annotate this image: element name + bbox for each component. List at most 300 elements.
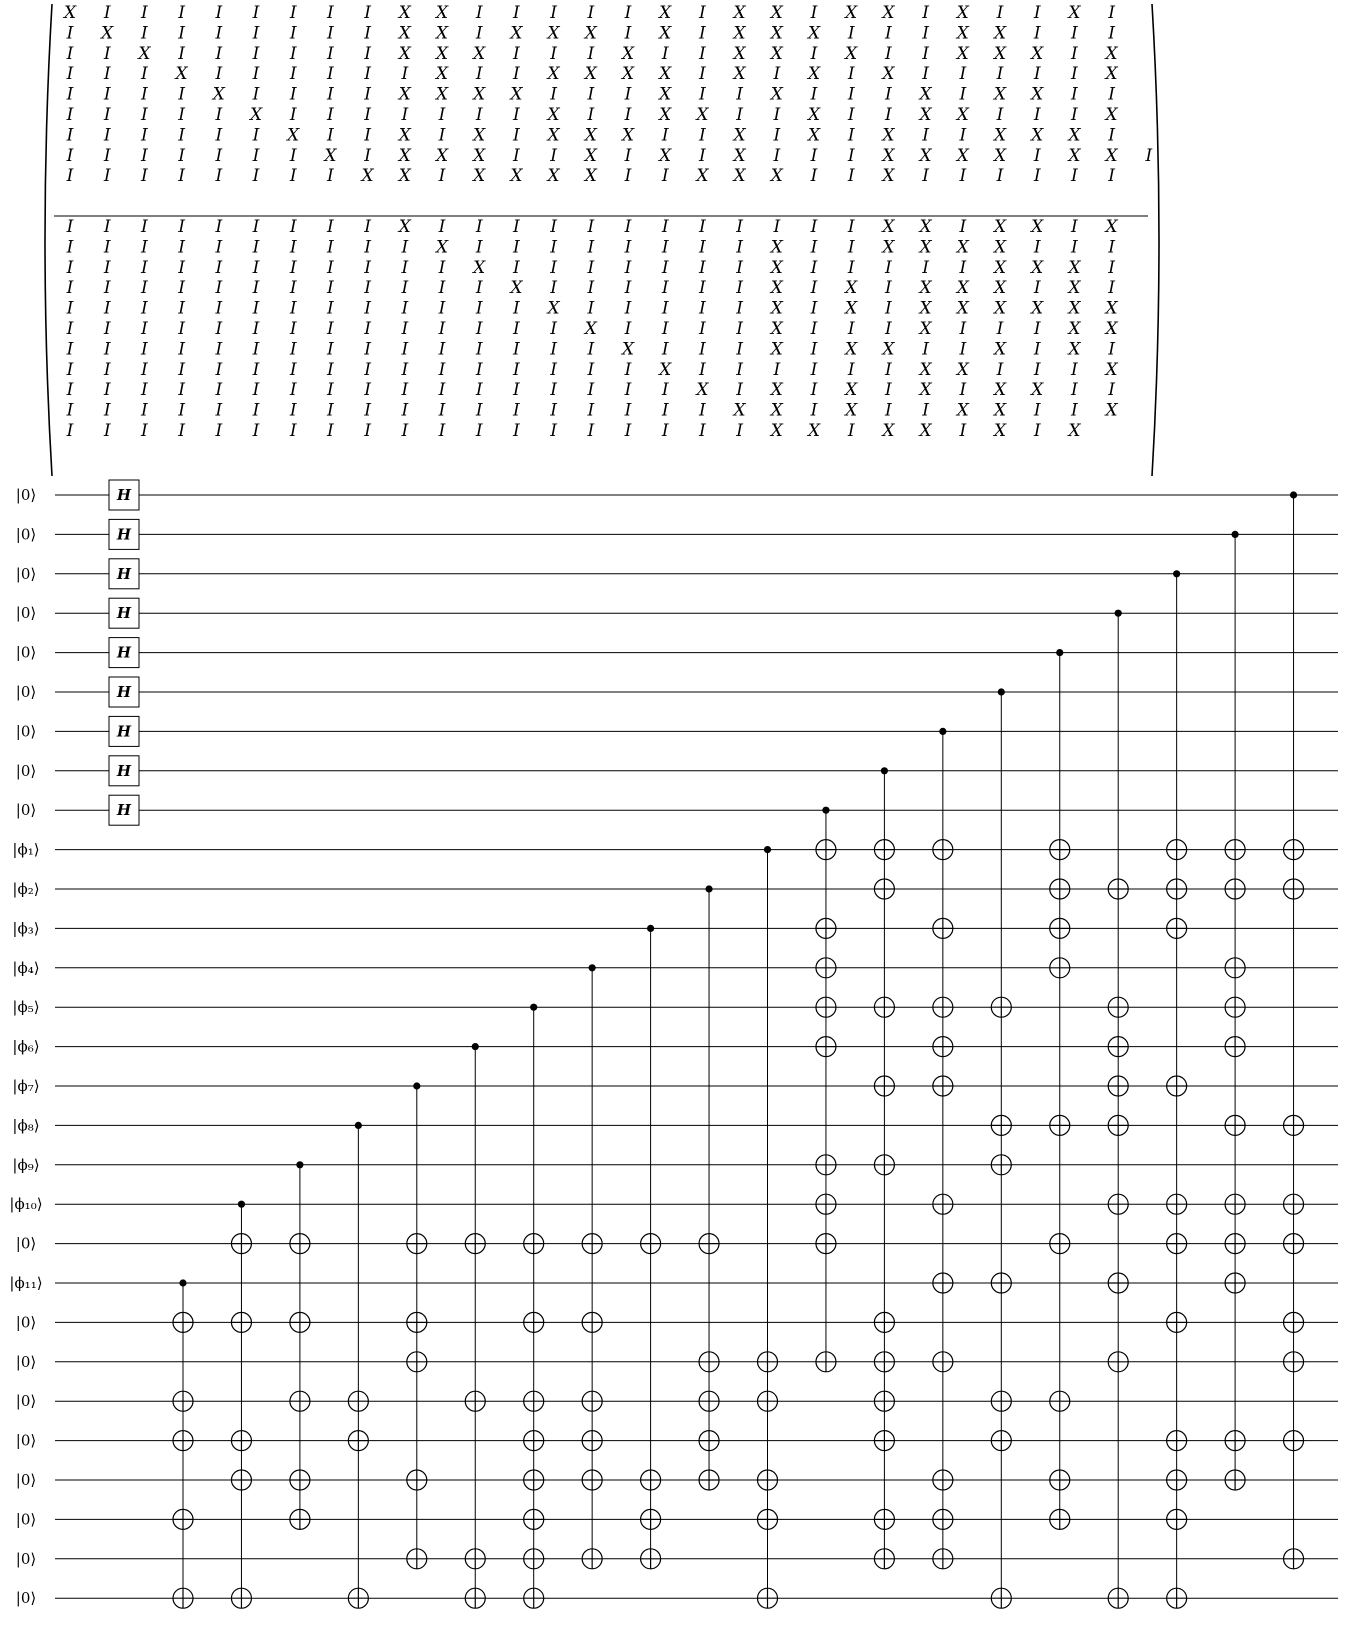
target-oplus-4-22 bbox=[407, 1352, 427, 1372]
matrix-bottom-cell-r3-c6: I bbox=[289, 278, 297, 299]
matrix-top-cell-r4-c0: I bbox=[66, 84, 74, 105]
matrix-bottom-cell-r2-c16: I bbox=[661, 257, 669, 278]
matrix-top-cell-r0-c18: X bbox=[733, 3, 746, 23]
matrix-top-cell-r7-c23: X bbox=[919, 145, 932, 166]
matrix-bottom-cell-r9-c21: X bbox=[845, 400, 858, 421]
matrix-top-cell-r7-c13: I bbox=[550, 145, 557, 166]
matrix-top-cell-r5-c13: X bbox=[547, 105, 560, 125]
matrix-top-cell-r1-c22: I bbox=[885, 23, 892, 44]
matrix-top-cell-r7-c12: I bbox=[513, 145, 520, 166]
matrix-bottom-cell-r9-c1: I bbox=[103, 400, 111, 421]
matrix-bottom-cell-r8-c1: I bbox=[103, 380, 111, 401]
matrix-bottom-cell-r5-c15: I bbox=[624, 319, 632, 339]
target-oplus-6-28 bbox=[524, 1588, 544, 1608]
matrix-top-cell-r3-c0: I bbox=[66, 64, 74, 85]
target-oplus-11-18 bbox=[816, 1194, 836, 1214]
matrix-top-cell-r5-c24: X bbox=[956, 105, 969, 125]
matrix-top-cell-r2-c25: X bbox=[993, 43, 1007, 64]
matrix-bottom-cell-r8-c12: I bbox=[513, 380, 520, 401]
matrix-bottom-cell-r4-c9: I bbox=[401, 298, 409, 319]
matrix-top-cell-r2-c19: X bbox=[770, 43, 783, 64]
matrix-bottom-cell-r10-c4: I bbox=[215, 421, 223, 441]
matrix-top-cell-r6-c9: X bbox=[398, 125, 411, 146]
matrix-bottom-cell-r1-c13: I bbox=[550, 237, 557, 258]
matrix-top-cell-r7-c17: I bbox=[699, 145, 706, 166]
matrix-top-cell-r4-c11: X bbox=[473, 84, 486, 105]
matrix-bottom-cell-r9-c20: I bbox=[810, 400, 818, 421]
matrix-top-cell-r0-c13: I bbox=[550, 3, 557, 23]
matrix-top-cell-r1-c24: X bbox=[956, 23, 969, 44]
matrix-top-cell-r5-c14: I bbox=[587, 105, 595, 125]
matrix-bottom-cell-r5-c2: I bbox=[141, 319, 148, 339]
matrix-top-cell-r1-c26: I bbox=[1033, 23, 1041, 44]
target-oplus-7-19 bbox=[582, 1234, 602, 1254]
matrix-top-cell-r1-c19: X bbox=[770, 23, 783, 44]
control-dot-17 bbox=[1173, 570, 1180, 577]
control-dot-13 bbox=[939, 728, 946, 735]
target-oplus-5-27 bbox=[465, 1549, 485, 1569]
matrix-top-cell-r8-c22: X bbox=[882, 166, 895, 187]
control-dot-7 bbox=[589, 964, 596, 971]
matrix-top-cell-r2-c7: I bbox=[327, 43, 334, 64]
matrix-bottom-cell-r6-c21: X bbox=[845, 339, 858, 360]
matrix-top-cell-r2-c27: I bbox=[1071, 43, 1078, 64]
wire-layer bbox=[9, 486, 1338, 1607]
matrix-bottom-cell-r5-c18: I bbox=[736, 319, 743, 339]
matrix-bottom-cell-r8-c4: I bbox=[215, 380, 223, 401]
matrix-top-cell-r5-c4: I bbox=[215, 105, 223, 125]
matrix-bottom-cell-r6-c7: I bbox=[327, 339, 334, 360]
matrix-top-cell-r7-c11: X bbox=[473, 145, 486, 166]
target-oplus-19-10 bbox=[1284, 879, 1304, 899]
qubit-label-6: |0⟩ bbox=[15, 722, 37, 741]
qubit-label-26: |0⟩ bbox=[15, 1510, 37, 1529]
control-dot-14 bbox=[998, 688, 1005, 695]
matrix-top-cell-r3-c12: I bbox=[513, 64, 520, 85]
matrix-top-cell-r8-c7: I bbox=[327, 166, 334, 187]
matrix-bottom-cell-r2-c21: I bbox=[847, 257, 855, 278]
matrix-bottom-cell-r3-c26: I bbox=[1033, 278, 1041, 299]
matrix-top-cell-r5-c18: I bbox=[736, 105, 743, 125]
target-oplus-13-9 bbox=[933, 840, 953, 860]
matrix-top-cell-r8-c3: I bbox=[178, 166, 185, 187]
target-oplus-13-18 bbox=[933, 1194, 953, 1214]
matrix-top-cell-r1-c9: X bbox=[398, 23, 411, 44]
matrix-top-cell-r6-c25: X bbox=[993, 125, 1007, 146]
matrix-top-cell-r4-c13: I bbox=[550, 84, 557, 105]
matrix-top-cell-r3-c8: I bbox=[364, 64, 371, 85]
target-oplus-11-9 bbox=[816, 840, 836, 860]
matrix-bottom-cell-r2-c1: I bbox=[103, 257, 111, 278]
matrix-top-cell-r3-c13: X bbox=[547, 64, 560, 85]
matrix-bottom-cell-r1-c9: I bbox=[401, 237, 409, 258]
target-oplus-19-16 bbox=[1284, 1115, 1304, 1135]
matrix-bottom-cell-r6-c27: X bbox=[1068, 339, 1081, 360]
matrix-top-cell-r0-c10: X bbox=[435, 3, 449, 23]
matrix-bottom-cell-r10-c13: I bbox=[550, 421, 557, 441]
target-oplus-17-11 bbox=[1167, 918, 1187, 938]
matrix-bottom-cell-r7-c25: I bbox=[996, 359, 1004, 380]
hadamard-gate-label-4: H bbox=[116, 643, 132, 662]
matrix-bottom-cell-r0-c2: I bbox=[141, 217, 148, 237]
matrix-bottom-cell-r10-c24: I bbox=[959, 421, 967, 441]
qubit-label-19: |0⟩ bbox=[15, 1234, 37, 1253]
matrix-bottom-cell-r6-c13: I bbox=[550, 339, 557, 360]
matrix-bottom-cell-r0-c11: I bbox=[475, 217, 483, 237]
matrix-bottom-cell-r8-c13: I bbox=[550, 380, 557, 401]
matrix-top-cell-r4-c15: I bbox=[624, 84, 632, 105]
matrix-top-cell-r1-c12: X bbox=[510, 23, 523, 44]
matrix-bottom-cell-r8-c14: I bbox=[587, 380, 595, 401]
matrix-top-cell-r0-c2: I bbox=[141, 3, 148, 23]
matrix-bottom-cell-r9-c6: I bbox=[289, 400, 297, 421]
target-oplus-14-17 bbox=[991, 1155, 1011, 1175]
target-oplus-12-21 bbox=[874, 1312, 894, 1332]
matrix-bottom-cell-r9-c11: I bbox=[475, 400, 483, 421]
qubit-label-20: |ϕ₁₁⟩ bbox=[9, 1274, 43, 1292]
control-dot-9 bbox=[705, 885, 712, 892]
matrix-top-cell-r7-c1: I bbox=[103, 145, 111, 166]
matrix-top-cell-r4-c3: I bbox=[178, 84, 185, 105]
target-oplus-12-22 bbox=[874, 1352, 894, 1372]
target-oplus-12-9 bbox=[874, 840, 894, 860]
matrix-top-cell-r7-c19: I bbox=[773, 145, 781, 166]
hadamard-gate-label-3: H bbox=[116, 604, 132, 623]
matrix-bottom-cell-r3-c5: I bbox=[252, 278, 260, 299]
qubit-label-0: |0⟩ bbox=[15, 486, 37, 504]
matrix-bottom-cell-r10-c0: I bbox=[66, 421, 74, 441]
matrix-bottom-cell-r6-c6: I bbox=[289, 339, 297, 360]
qubit-label-13: |ϕ₅⟩ bbox=[12, 998, 40, 1017]
matrix-bottom-cell-r5-c6: I bbox=[289, 319, 297, 339]
matrix-bottom-cell-r6-c5: I bbox=[252, 339, 260, 360]
matrix-bottom-cell-r9-c3: I bbox=[178, 400, 185, 421]
target-oplus-15-25 bbox=[1050, 1470, 1070, 1490]
matrix-top-cell-r2-c20: I bbox=[810, 43, 818, 64]
matrix-bottom-cell-r3-c14: I bbox=[587, 278, 595, 299]
matrix-bottom-cell-r4-c12: I bbox=[513, 298, 520, 319]
matrix-bottom-cell-r3-c20: I bbox=[810, 278, 818, 299]
matrix-bottom-cell-r8-c5: I bbox=[252, 380, 260, 401]
target-oplus-1-21 bbox=[231, 1312, 251, 1332]
target-oplus-18-13 bbox=[1225, 997, 1245, 1017]
target-oplus-16-18 bbox=[1108, 1194, 1128, 1214]
matrix-top-cell-r1-c10: X bbox=[435, 23, 449, 44]
matrix-bottom-cell-r9-c9: I bbox=[401, 400, 409, 421]
matrix-bottom-cell-r8-c10: I bbox=[438, 380, 446, 401]
matrix-bottom-cell-r0-c18: I bbox=[736, 217, 743, 237]
matrix-bottom-cell-r4-c19: X bbox=[770, 298, 783, 319]
matrix-top-cell-r0-c7: I bbox=[327, 3, 334, 23]
target-oplus-0-24 bbox=[173, 1431, 193, 1451]
target-oplus-17-28 bbox=[1167, 1588, 1187, 1608]
matrix-top-cell-r4-c6: I bbox=[289, 84, 297, 105]
matrix-bottom-cell-r9-c25: X bbox=[993, 400, 1007, 421]
matrix-top-cell-r8-c20: I bbox=[810, 166, 818, 187]
matrix-bottom-cell-r7-c20: I bbox=[810, 359, 818, 380]
matrix-bottom-cell-r7-c15: I bbox=[624, 359, 632, 380]
target-oplus-13-20 bbox=[933, 1273, 953, 1293]
matrix-top-cell-r8-c25: I bbox=[996, 166, 1004, 187]
matrix-bottom-cell-r4-c7: I bbox=[327, 298, 334, 319]
matrix-bottom-cell-r7-c21: I bbox=[847, 359, 855, 380]
matrix-top-cell-r1-c28: I bbox=[1108, 23, 1115, 44]
matrix-bottom-cell-r5-c5: I bbox=[252, 319, 260, 339]
target-oplus-10-26 bbox=[758, 1509, 778, 1529]
matrix-bottom-cell-r7-c26: I bbox=[1033, 359, 1041, 380]
qubit-label-23: |0⟩ bbox=[15, 1392, 37, 1411]
matrix-bottom-cell-r1-c0: I bbox=[66, 237, 74, 258]
matrix-top-cell-r6-c4: I bbox=[215, 125, 223, 146]
matrix-top-cell-r8-c16: I bbox=[661, 166, 669, 187]
matrix-bottom-cell-r1-c12: I bbox=[513, 237, 520, 258]
matrix-top-cell-r4-c7: I bbox=[327, 84, 334, 105]
matrix-top-cell-r7-c6: I bbox=[289, 145, 297, 166]
matrix-top-cell-r3-c16: X bbox=[659, 64, 672, 85]
matrix-top-cell-r2-c18: X bbox=[733, 43, 746, 64]
matrix-top-cell-r3-c28: X bbox=[1105, 64, 1118, 85]
matrix-top-cell-r5-c27: I bbox=[1071, 105, 1078, 125]
target-oplus-1-19 bbox=[231, 1234, 251, 1254]
matrix-top-cell-r0-c27: X bbox=[1068, 3, 1081, 23]
matrix-bottom-cell-r7-c0: I bbox=[66, 359, 74, 380]
matrix-bottom-cell-r4-c4: I bbox=[215, 298, 223, 319]
matrix-top-cell-r2-c12: I bbox=[513, 43, 520, 64]
matrix-top-cell-r6-c5: I bbox=[252, 125, 260, 146]
control-dot-8 bbox=[647, 925, 654, 932]
matrix-top-cell-r8-c17: X bbox=[696, 166, 709, 187]
matrix-top-cell-r7-c25: X bbox=[993, 145, 1007, 166]
target-oplus-2-19 bbox=[290, 1234, 310, 1254]
matrix-bottom-cell-r4-c8: I bbox=[364, 298, 371, 319]
matrix-bottom-cell-r6-c16: I bbox=[661, 339, 669, 360]
matrix-top-cell-r3-c26: I bbox=[1033, 64, 1041, 85]
matrix-bottom-cell-r3-c21: X bbox=[845, 278, 858, 299]
matrix-top-cell-r1-c17: I bbox=[699, 23, 706, 44]
matrix-top-cell-r7-c27: X bbox=[1068, 145, 1081, 166]
matrix-bottom-cell-r6-c28: I bbox=[1108, 339, 1115, 360]
control-dot-0 bbox=[179, 1279, 186, 1286]
matrix-bottom-cell-r3-c19: X bbox=[770, 278, 783, 299]
matrix-top-cell-r3-c24: I bbox=[959, 64, 967, 85]
matrix-bottom-cell-r10-c7: I bbox=[327, 421, 334, 441]
target-oplus-19-21 bbox=[1284, 1312, 1304, 1332]
target-oplus-11-22 bbox=[816, 1352, 836, 1372]
matrix-top-cell-r0-c19: X bbox=[770, 3, 783, 23]
matrix-top-cell-r0-c25: I bbox=[996, 3, 1004, 23]
matrix-bottom-cell-r0-c25: X bbox=[993, 217, 1007, 237]
qubit-label-22: |0⟩ bbox=[15, 1352, 37, 1371]
control-dot-10 bbox=[764, 846, 771, 853]
matrix-top-cell-r3-c1: I bbox=[103, 64, 111, 85]
matrix-top-cell-r1-c13: X bbox=[547, 23, 560, 44]
matrix-bottom-cell-r1-c3: I bbox=[178, 237, 185, 258]
matrix-top-cell-r7-c7: X bbox=[324, 145, 337, 166]
matrix-bottom-cell-r9-c27: I bbox=[1071, 400, 1078, 421]
matrix-top-cell-r2-c11: X bbox=[473, 43, 486, 64]
target-oplus-8-25 bbox=[641, 1470, 661, 1490]
matrix-top-cell-r6-c10: I bbox=[438, 125, 446, 146]
matrix-top-cell-r8-c12: X bbox=[510, 166, 523, 187]
target-oplus-11-11 bbox=[816, 918, 836, 938]
target-oplus-5-23 bbox=[465, 1391, 485, 1411]
matrix-bottom-cell-r5-c7: I bbox=[327, 319, 334, 339]
control-dot-6 bbox=[530, 1004, 537, 1011]
matrix-bottom-cell-r7-c23: X bbox=[919, 359, 932, 380]
matrix-bottom-cell-r10-c10: I bbox=[438, 421, 446, 441]
target-oplus-0-21 bbox=[173, 1312, 193, 1332]
matrix-bottom-cell-r10-c14: I bbox=[587, 421, 595, 441]
matrix-bottom-cell-r6-c15: X bbox=[621, 339, 635, 360]
matrix-bottom-cell-r3-c15: I bbox=[624, 278, 632, 299]
matrix-bottom-cell-r5-c1: I bbox=[103, 319, 111, 339]
matrix-bottom-cell-r1-c4: I bbox=[215, 237, 223, 258]
matrix-top-cell-r8-c15: I bbox=[624, 166, 632, 187]
matrix-top-cell-r7-c22: X bbox=[882, 145, 895, 166]
matrix-bottom-cell-r2-c2: I bbox=[141, 257, 148, 278]
matrix-bottom-cell-r6-c19: X bbox=[770, 339, 783, 360]
matrix-top-cell-r7-c18: X bbox=[733, 145, 746, 166]
matrix-bottom-cell-r7-c28: X bbox=[1105, 359, 1118, 380]
matrix-top-cell-r4-c12: X bbox=[510, 84, 523, 105]
matrix-top-cell-r5-c1: I bbox=[103, 105, 111, 125]
matrix-top-cell-r1-c8: I bbox=[364, 23, 371, 44]
matrix-bottom-cell-r3-c22: I bbox=[885, 278, 892, 299]
target-oplus-9-25 bbox=[699, 1470, 719, 1490]
matrix-bottom-cell-r5-c22: I bbox=[885, 319, 892, 339]
matrix-bottom-cell-r7-c12: I bbox=[513, 359, 520, 380]
target-oplus-14-24 bbox=[991, 1431, 1011, 1451]
matrix-bottom-cell-r8-c19: X bbox=[770, 380, 783, 401]
target-oplus-18-20 bbox=[1225, 1273, 1245, 1293]
control-dot-5 bbox=[472, 1043, 479, 1050]
matrix-top-cell-r1-c18: X bbox=[733, 23, 746, 44]
matrix-top-cell-r4-c22: I bbox=[885, 84, 892, 105]
target-oplus-18-25 bbox=[1225, 1470, 1245, 1490]
matrix-top-cell-r5-c8: I bbox=[364, 105, 371, 125]
matrix-top-cell-r4-c18: I bbox=[736, 84, 743, 105]
matrix-bottom-cell-r5-c19: X bbox=[770, 319, 783, 339]
matrix-bottom-cell-r10-c15: I bbox=[624, 421, 632, 441]
matrix-bottom-cell-r7-c2: I bbox=[141, 359, 148, 380]
target-oplus-15-19 bbox=[1050, 1234, 1070, 1254]
matrix-bottom-cell-r10-c11: I bbox=[475, 421, 483, 441]
target-oplus-16-15 bbox=[1108, 1076, 1128, 1096]
matrix-top-cell-r0-c3: I bbox=[178, 3, 185, 23]
matrix-bottom-cell-r5-c25: I bbox=[996, 319, 1004, 339]
matrix-bottom-cell-r8-c26: X bbox=[1031, 380, 1044, 401]
hadamard-gate-label-7: H bbox=[116, 761, 132, 780]
matrix-top-cell-r2-c2: X bbox=[138, 43, 151, 64]
matrix-bottom-cell-r6-c3: I bbox=[178, 339, 185, 360]
matrix-bottom-cell-r10-c16: I bbox=[661, 421, 669, 441]
matrix-top-cell-r0-c5: I bbox=[252, 3, 260, 23]
matrix-bottom-cell-r3-c25: X bbox=[993, 278, 1007, 299]
matrix-bottom-cell-r4-c24: X bbox=[956, 298, 969, 319]
matrix-bottom-cell-r8-c15: I bbox=[624, 380, 632, 401]
matrix-bottom-cell-r0-c17: I bbox=[699, 217, 706, 237]
qubit-label-14: |ϕ₆⟩ bbox=[12, 1037, 40, 1056]
matrix-top-cell-r1-c15: I bbox=[624, 23, 632, 44]
matrix-bottom-cell-r0-c4: I bbox=[215, 217, 223, 237]
control-dot-16 bbox=[1115, 610, 1122, 617]
matrix-top-cell-r5-c2: I bbox=[141, 105, 148, 125]
matrix-bottom-cell-r2-c10: I bbox=[438, 257, 446, 278]
matrix-top-cell-r3-c7: I bbox=[327, 64, 334, 85]
matrix-bottom-cell-r4-c13: X bbox=[547, 298, 560, 319]
matrix-top-cell-r1-c16: X bbox=[659, 23, 672, 44]
qubit-label-11: |ϕ₃⟩ bbox=[12, 919, 40, 938]
target-oplus-14-20 bbox=[991, 1273, 1011, 1293]
matrix-top-cell-r4-c1: I bbox=[103, 84, 111, 105]
matrix-bottom-cell-r0-c28: X bbox=[1105, 217, 1118, 237]
control-dot-12 bbox=[881, 767, 888, 774]
target-oplus-16-20 bbox=[1108, 1273, 1128, 1293]
target-oplus-7-21 bbox=[582, 1312, 602, 1332]
matrix-bottom-cell-r2-c13: I bbox=[550, 257, 557, 278]
matrix-bottom-cell-r9-c17: I bbox=[699, 400, 706, 421]
target-oplus-5-19 bbox=[465, 1234, 485, 1254]
matrix-top-cell-r3-c19: I bbox=[773, 64, 781, 85]
qubit-label-8: |0⟩ bbox=[15, 801, 37, 820]
matrix-bottom-cell-r5-c11: I bbox=[475, 319, 483, 339]
matrix-bottom-cell-r3-c10: I bbox=[438, 278, 446, 299]
matrix-top-cell-r5-c16: X bbox=[659, 105, 672, 125]
matrix-top-cell-r6-c17: I bbox=[699, 125, 706, 146]
matrix-bottom-cell-r7-c8: I bbox=[364, 359, 371, 380]
matrix-top-cell-r6-c16: I bbox=[661, 125, 669, 146]
target-oplus-9-23 bbox=[699, 1391, 719, 1411]
qubit-label-7: |0⟩ bbox=[15, 761, 37, 780]
target-oplus-8-27 bbox=[641, 1549, 661, 1569]
target-oplus-7-23 bbox=[582, 1391, 602, 1411]
qubit-label-18: |ϕ₁₀⟩ bbox=[9, 1195, 43, 1214]
target-oplus-16-16 bbox=[1108, 1115, 1128, 1135]
matrix-bottom-cell-r7-c19: I bbox=[773, 359, 781, 380]
control-dot-19 bbox=[1290, 491, 1297, 498]
matrix-top-cell-r4-c17: I bbox=[699, 84, 706, 105]
matrix-top-cell-r1-c5: I bbox=[252, 23, 260, 44]
target-oplus-11-12 bbox=[816, 958, 836, 978]
matrix-top-cell-r5-c12: I bbox=[513, 105, 520, 125]
matrix-top-cell-r5-c25: I bbox=[996, 105, 1004, 125]
matrix-bottom-cell-r9-c13: I bbox=[550, 400, 557, 421]
matrix-top-cell-r7-c2: I bbox=[141, 145, 148, 166]
matrix-top-cell-r6-c7: I bbox=[327, 125, 334, 146]
matrix-bottom-cell-r1-c24: X bbox=[956, 237, 969, 258]
matrix-bottom-cell-r10-c9: I bbox=[401, 421, 409, 441]
target-oplus-13-22 bbox=[933, 1352, 953, 1372]
target-oplus-12-10 bbox=[874, 879, 894, 899]
matrix-top-cell-r2-c8: I bbox=[364, 43, 371, 64]
qubit-label-4: |0⟩ bbox=[15, 643, 37, 662]
qubit-label-5: |0⟩ bbox=[15, 683, 37, 701]
target-oplus-1-24 bbox=[231, 1431, 251, 1451]
matrix-bottom-cell-r1-c8: I bbox=[364, 237, 371, 258]
matrix-top-cell-r1-c6: I bbox=[289, 23, 297, 44]
target-oplus-1-28 bbox=[231, 1588, 251, 1608]
matrix-top-cell-r8-c11: X bbox=[473, 166, 486, 187]
matrix-bottom-cell-r10-c18: I bbox=[736, 421, 743, 441]
target-oplus-6-25 bbox=[524, 1470, 544, 1490]
matrix-bottom-cell-r1-c16: I bbox=[661, 237, 669, 258]
matrix-bottom-cell-r9-c24: X bbox=[956, 400, 969, 421]
target-oplus-13-11 bbox=[933, 918, 953, 938]
matrix-bottom-cell-r10-c2: I bbox=[141, 421, 148, 441]
target-oplus-10-23 bbox=[758, 1391, 778, 1411]
matrix-bottom-cell-r7-c7: I bbox=[327, 359, 334, 380]
matrix-bottom-cell-r1-c2: I bbox=[141, 237, 148, 258]
